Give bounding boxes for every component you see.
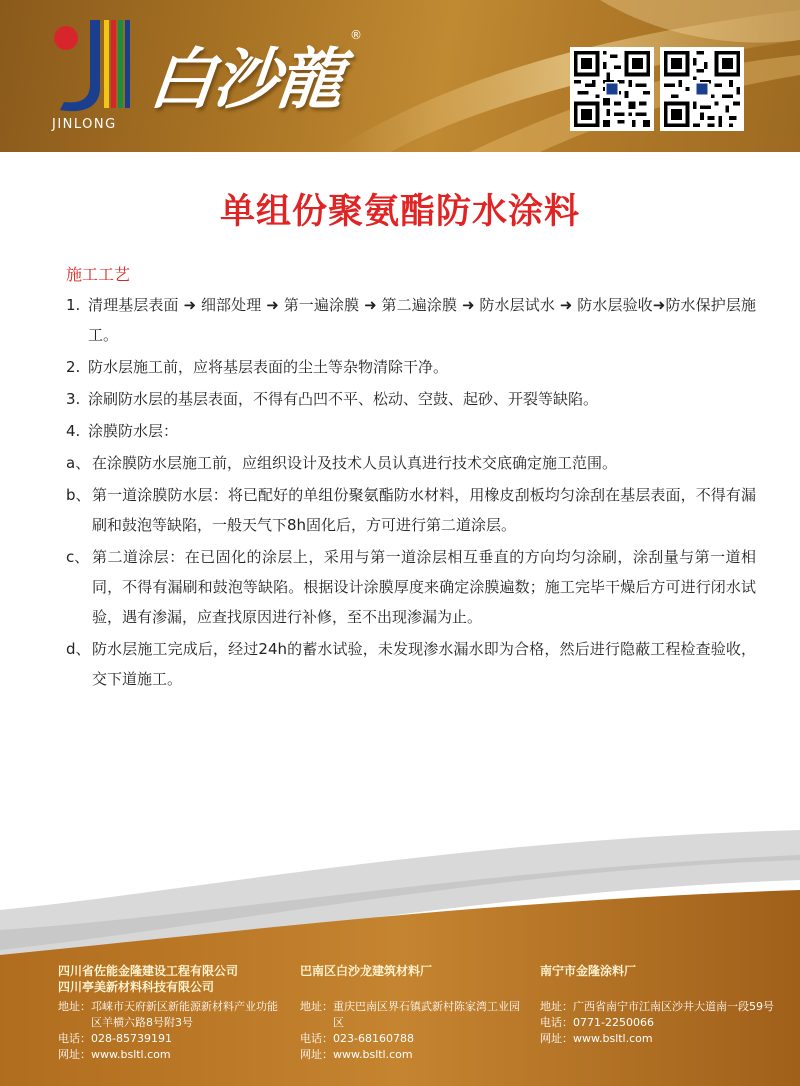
footer-company-1 — [58, 963, 288, 1063]
address — [300, 999, 530, 1031]
footer-company-3 — [540, 963, 780, 1047]
list-number: 1. — [66, 296, 81, 314]
phone: 电话：0771-2250066 — [540, 1016, 654, 1029]
phone: 电话：028-85739191 — [58, 1032, 172, 1045]
website: 网址：www.bsltl.com — [300, 1048, 413, 1061]
company-name: 四川省佐能金隆建设工程有限公司 — [58, 964, 239, 978]
list-text: 防水层施工前，应将基层表面的尘土等杂物清除干净。 — [88, 358, 449, 376]
phone: 电话：023-68160788 — [300, 1032, 414, 1045]
list-number: 4. — [66, 422, 81, 440]
sub-list-item — [66, 480, 756, 540]
sub-list-item — [66, 448, 756, 478]
list-item — [66, 416, 756, 446]
list-text: 涂刷防水层的基层表面，不得有凸凹不平、松动、空鼓、起砂、开裂等缺陷。 — [88, 390, 599, 408]
address-text: 邛崃市天府新区新能源新材料产业功能区羊横六路8号附3号 — [91, 1000, 278, 1029]
list-number: 2. — [66, 358, 81, 376]
address-text: 广西省南宁市江南区沙井大道南一段59号 — [573, 1000, 774, 1013]
brand-name: 白沙龍 — [145, 40, 346, 118]
sub-list-item — [66, 634, 756, 694]
list-number: 3. — [66, 390, 81, 408]
company-name: 巴南区白沙龙建筑材料厂 — [300, 964, 433, 978]
website: 网址：www.bsltl.com — [58, 1048, 171, 1061]
address-label: 地址： — [540, 1000, 573, 1013]
sub-list-text: 第二道涂层：在已固化的涂层上，采用与第一道涂层相互垂直的方向均匀涂刷，涂刮量与第一道相同，不得有漏刷和鼓泡等缺陷。根据设计涂膜厚度来确定涂膜遍数；施工完毕干燥后方可进行闭水试验，遇有渗漏，应查找原因进行补修，至不出现渗漏为止。 — [92, 548, 756, 626]
address-text: 重庆巴南区界石镇武新村陈家湾工业园区 — [333, 1000, 520, 1029]
sub-list-text: 第一道涂膜防水层：将已配好的单组份聚氨酯防水材料，用橡皮刮板均匀涂刮在基层表面，不得有漏刷和鼓泡等缺陷，一般天气下8h固化后，方可进行第二道涂层。 — [92, 486, 756, 534]
qr-code-icon — [660, 47, 744, 131]
address-label: 地址： — [58, 1000, 91, 1013]
sub-list-letter: d、 — [66, 640, 91, 658]
section-title: 施工工艺 — [66, 265, 131, 284]
address — [540, 999, 780, 1015]
sub-list-letter: a、 — [66, 454, 91, 472]
footer-company-2 — [300, 963, 530, 1063]
list-text: 清理基层表面 ➜ 细部处理 ➜ 第一遍涂膜 ➜ 第二遍涂膜 ➜ 防水层试水 ➜ 防水层验收➜防水保护层施工。 — [88, 296, 756, 344]
list-item — [66, 384, 756, 414]
sub-list-text: 在涂膜防水层施工前，应组织设计及技术人员认真进行技术交底确定施工范围。 — [92, 454, 618, 472]
sub-list-letter: b、 — [66, 486, 91, 504]
process-steps — [66, 290, 756, 696]
sub-list-text: 防水层施工完成后，经过24h的蓄水试验，未发现渗水漏水即为合格，然后进行隐蔽工程检查验收，交下道施工。 — [92, 640, 756, 688]
sub-list-letter: c、 — [66, 548, 90, 566]
website: 网址：www.bsltl.com — [540, 1032, 653, 1045]
qr-code-icon — [570, 47, 654, 131]
sub-list-item — [66, 542, 756, 632]
logo-text: JINLONG — [52, 117, 117, 132]
company-name: 南宁市金隆涂料厂 — [540, 964, 637, 978]
company-name: 四川亭美新材料科技有限公司 — [58, 980, 215, 994]
address-label: 地址： — [300, 1000, 333, 1013]
address — [58, 999, 288, 1031]
footer — [0, 820, 800, 1086]
page-title: 单组份聚氨酯防水涂料 — [219, 192, 580, 232]
list-text: 涂膜防水层： — [88, 422, 179, 440]
list-item — [66, 352, 756, 382]
list-item — [66, 290, 756, 350]
registered-mark: ® — [350, 28, 362, 42]
header-banner — [0, 0, 800, 152]
jinlong-logo-icon — [52, 18, 132, 118]
